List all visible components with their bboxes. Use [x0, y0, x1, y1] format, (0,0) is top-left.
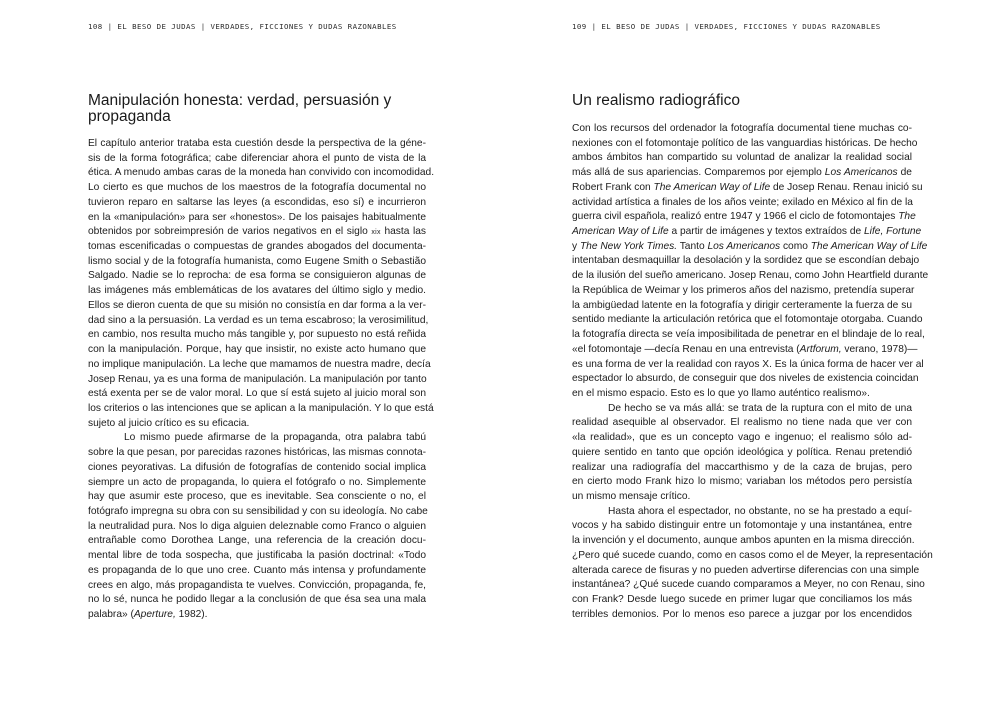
text-line: y The New York Times. Tanto Los Americanos como The American Way of Life — [572, 240, 928, 252]
text-line: crees en algo, más propagandista te vuelves. Convicción, propaganda, fe, — [88, 579, 426, 591]
section-title: Un realismo radiográfico — [572, 92, 740, 109]
text-line: Con los recursos del ordenador la fotografía documental tiene muchas co- — [572, 123, 912, 134]
text-line: Hasta ahora el espectador, no obstante, no se ha prestado a equí- — [608, 505, 912, 517]
right-page — [500, 0, 1000, 706]
text-line: en el mismo espacio. Esto es lo que yo llamo auténtico realismo». — [572, 387, 870, 399]
text-line: terribles demonios. Por lo menos eso parece a juzgar por los encendidos — [572, 608, 912, 620]
text-line: palabra» (Aperture, 1982). — [88, 609, 208, 620]
text-line: las imágenes más emblemáticas de los avatares del último siglo y medio. — [88, 285, 426, 297]
text-line: los criterios o las intenciones que se aplican a la manipulación. Y lo que está — [88, 402, 434, 414]
body-text — [88, 137, 435, 623]
text-line: en la «manipulación» para ser «honestos». De los paisajes habitualmente — [88, 211, 426, 223]
text-line: American Way of Life a partir de imágenes y textos extraídos de Life, Fortune — [572, 226, 922, 238]
text-line: en cambio, nos resulta mucho más tangible y, por supuesto no está reñida — [88, 329, 426, 341]
text-line: es una forma de ver la realidad con rayos X. Es la única forma de hacer ver al — [572, 358, 924, 370]
text-line: actividad artística a finales de los años veinte; exilado en México al fin de la — [572, 196, 913, 208]
text-line: la fotografía directa se veía imposibilitada de penetrar en el blindaje de lo real, — [572, 329, 925, 341]
text-line: la neutralidad pura. Nos lo diga alguien deleznable como Franco o alguien — [88, 520, 426, 532]
text-line: Lo mismo puede afirmarse de la propaganda, otra palabra tabú — [124, 432, 426, 444]
text-line: intentaban desmaquillar la desolación y la sordidez que se escondían debajo — [572, 255, 920, 267]
running-head: 109 | EL BESO DE JUDAS | VERDADES, FICCIONES Y DUDAS RAZONABLES — [572, 22, 881, 31]
text-line: «el fotomontaje —decía Renau en una entrevista (Artforum, verano, 1978)— — [572, 343, 918, 355]
text-line: está exenta per se de valor moral. Lo que sí está sujeto al juicio moral son — [88, 388, 426, 400]
text-line: dad sino a la persuasión. La verdad es un tema escabroso; la verosimilitud, — [88, 314, 429, 326]
text-line: Ellos se dieron cuenta de que su misión no consistía en dar forma a la ver- — [88, 299, 426, 311]
running-head: 108 | EL BESO DE JUDAS | VERDADES, FICCIONES Y DUDAS RAZONABLES — [88, 22, 397, 31]
text-line: El capítulo anterior trataba esta cuestión desde la perspectiva de la géne- — [88, 138, 426, 149]
text-line: con Frank? Desde luego sucede en primer lugar que conciliamos los más — [572, 594, 912, 605]
text-line: realidad asequible al observador. El realismo no tiene nada que ver con — [572, 417, 912, 429]
text-line: sujeto al juicio crítico es su eficacia. — [88, 417, 250, 429]
text-line: no implique manipulación. La leche que mamamos de nuestra madre, decía — [88, 358, 431, 370]
text-line: ¿Pero qué sucede cuando, como en casos como el de Meyer, la representación — [572, 549, 933, 561]
text-line: sis de la forma fotográfica; cabe diferenciar ahora el punto de vista de la — [88, 152, 426, 164]
text-line: la invención y el documento, aunque ambos apunten en la misma dirección. — [572, 535, 915, 547]
text-line: obtenidos por sobreimpresión de varios negativos en el siglo xix hasta las — [88, 226, 427, 238]
text-line: sentido mediante la articulación retórica que el fotomontaje otorgaba. Cuando — [572, 314, 923, 326]
text-line: la República de Weimar y los primeros años del nazismo, pretendía superar — [572, 284, 915, 296]
text-line: hay que asumir este proceso, que es inevitable. Sea consciente o no, el — [88, 491, 426, 503]
text-line: ambos ámbitos han compartido su voluntad de analizar la realidad social — [572, 152, 912, 164]
text-line: alterada carece de fisuras y no pueden advertirse diferencias con una simple — [572, 564, 920, 576]
text-line: con la manipulación. Porque, hay que insistir, no existe acto humano que — [88, 344, 426, 356]
text-line: espectador lo absurdo, de conseguir que dos niveles de existencia coincidan — [572, 373, 919, 385]
text-line: guerra civil española, realizó entre 1947 y 1966 el ciclo de fotomontajes The — [572, 211, 916, 223]
text-line: Robert Frank con The American Way of Life de Josep Renau. Renau inició su — [572, 181, 923, 193]
text-line: mental libre de toda sospecha, que justificaba la pasión doctrinal: «Todo — [88, 550, 426, 562]
body-text — [572, 122, 933, 622]
text-line: sobre la que pesan, por parecidas razones históricas, las mismas connota- — [88, 447, 427, 459]
text-line: tomas escenificadas o compuestas de grandes abogados del documenta- — [88, 241, 426, 253]
text-line: un mismo mensaje crítico. — [572, 490, 691, 502]
text-line: vocos y ha sabido distinguir entre un fotomontaje y una instantánea, entre — [572, 520, 912, 532]
section-title: Manipulación honesta: verdad, persuasión y propaganda — [88, 92, 392, 125]
text-line: tuvieron reparo en saltarse las leyes (a escondidas, eso sí) e incurrieron — [88, 196, 426, 208]
text-line: nexiones con el fotomontaje político de las vanguardias históricas. De hecho — [572, 137, 918, 149]
text-line: no lo sé, nunca he podido llegar a la conclusión de que ésa sea una mala — [88, 594, 426, 606]
text-line: quiere sentido en tanto que opción ideológica y política. Renau pretendió — [572, 446, 912, 458]
text-line: entrañable como Dorothea Lange, una referencia de la creación docu- — [88, 535, 426, 547]
text-line: siempre un acto de propaganda, lo quiera el fotógrafo o no. Simplemente — [88, 476, 426, 488]
text-line: Salgado. Nadie se lo reprocha: de esa forma se consiguieron algunas de — [88, 270, 426, 282]
text-line: es propaganda de lo que uno cree. Cuanto más intensa y profundamente — [88, 564, 426, 576]
text-line: ética. A menudo ambas caras de la moneda han convivido con incomodidad. — [88, 167, 435, 179]
text-line: Lo cierto es que muchos de los maestros de la fotografía documental no — [88, 182, 426, 194]
text-line: la ambigüedad latente en la fotografía y dirigir certeramente la fuerza de su — [572, 299, 912, 311]
text-line: De hecho se va más allá: se trata de la ruptura con el mito de una — [608, 402, 912, 414]
text-line: de la ilusión del sueño americano. Josep Renau, como John Heartfield durante — [572, 270, 929, 282]
text-line: más allá de sus apariencias. Comparemos por ejemplo Los Americanos de — [572, 167, 912, 179]
text-line: Josep Renau, ya es una forma de manipulación. La manipulación por tanto — [88, 373, 427, 385]
text-line: realizar una radiografía del maccarthismo y de la caza de brujas, pero — [572, 461, 912, 473]
text-line: «la realidad», que es un concepto vago e ingenuo; el realismo sólo ad- — [572, 432, 912, 444]
text-line: en cierto modo Frank hizo lo mismo; variaban los métodos pero persistía — [572, 476, 912, 488]
text-line: instantánea? ¿Qué sucede cuando comparamos a Meyer, no con Renau, sino — [572, 579, 925, 591]
text-line: fotógrafo impregna su obra con su sensibilidad y con su ideología. No cabe — [88, 505, 428, 517]
text-line: ciones peyorativas. La difusión de fotografías de contenido social implica — [88, 461, 426, 473]
text-line: lismo social y de la fotografía humanista, como Eugene Smith o Sebastião — [88, 255, 426, 267]
